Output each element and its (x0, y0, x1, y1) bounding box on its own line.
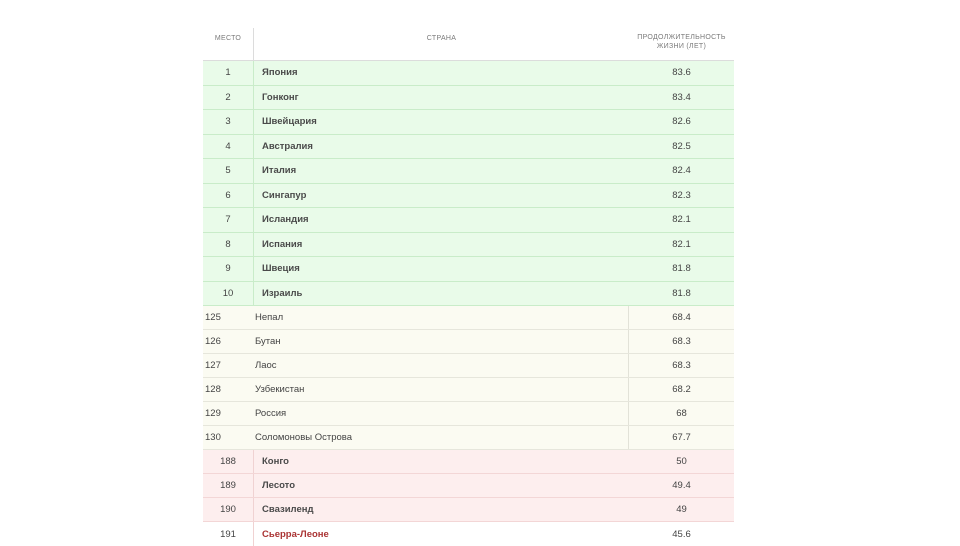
middle-countries-section (203, 306, 734, 450)
rank-cell: 190 (203, 498, 254, 521)
header-life-expectancy: ПРОДОЛЖИТЕЛЬНОСТЬ ЖИЗНИ (ЛЕТ) (637, 34, 726, 50)
rank-cell: 125 (205, 312, 221, 323)
table-row (203, 208, 734, 233)
life-cell: 49 (676, 504, 687, 515)
country-cell: Сингапур (262, 189, 307, 201)
life-cell: 45.6 (672, 528, 691, 540)
rank-cell: 3 (203, 110, 254, 134)
life-expectancy-table (203, 28, 734, 546)
table-row (203, 159, 734, 184)
country-cell: Конго (262, 456, 289, 467)
country-cell: Непал (255, 312, 284, 323)
top-countries-section (203, 61, 734, 306)
table-row (203, 330, 734, 354)
life-cell: 50 (676, 456, 687, 467)
country-cell: Исландия (262, 214, 309, 226)
rank-cell: 1 (203, 61, 254, 85)
table-row (203, 498, 734, 522)
country-cell: Испания (262, 238, 303, 250)
country-cell: Сьерра-Леоне (262, 528, 329, 540)
life-cell: 82.5 (672, 140, 691, 152)
country-cell: Швейцария (262, 116, 317, 128)
table-row (203, 426, 734, 450)
table-row (203, 184, 734, 209)
country-cell: Лаос (255, 360, 277, 371)
country-cell: Бутан (255, 336, 281, 347)
country-cell: Япония (262, 67, 298, 79)
rank-cell: 4 (203, 135, 254, 159)
rank-cell: 126 (205, 336, 221, 347)
rank-cell: 6 (203, 184, 254, 208)
table-row (203, 402, 734, 426)
rank-cell: 130 (205, 432, 221, 443)
table-row (203, 135, 734, 160)
life-cell: 68.3 (628, 330, 734, 353)
table-row (203, 233, 734, 258)
country-cell: Соломоновы Острова (255, 432, 353, 443)
country-cell: Израиль (262, 287, 303, 299)
rank-cell: 128 (205, 384, 221, 395)
table-row (203, 61, 734, 86)
life-cell: 68.4 (628, 306, 734, 329)
table-row (203, 450, 734, 474)
life-cell: 82.3 (672, 189, 691, 201)
table-header (203, 28, 734, 61)
life-cell: 81.8 (672, 287, 691, 299)
table-row (203, 282, 734, 307)
life-cell: 81.8 (672, 263, 691, 275)
life-cell: 82.6 (672, 116, 691, 128)
rank-cell: 189 (203, 474, 254, 497)
country-cell: Италия (262, 165, 297, 177)
country-cell: Гонконг (262, 91, 299, 103)
rank-cell: 191 (203, 522, 254, 546)
rank-cell: 129 (205, 408, 221, 419)
country-cell: Свазиленд (262, 504, 314, 515)
rank-cell: 127 (205, 360, 221, 371)
table-row (203, 474, 734, 498)
country-cell: Россия (255, 408, 287, 419)
life-cell: 82.1 (672, 238, 691, 250)
life-cell: 83.4 (672, 91, 691, 103)
rank-cell: 9 (203, 257, 254, 281)
country-cell: Узбекистан (255, 384, 305, 395)
table-row (203, 110, 734, 135)
header-country: СТРАНА (426, 35, 457, 42)
life-cell: 83.6 (672, 67, 691, 79)
life-cell: 68.2 (628, 378, 734, 401)
life-cell: 82.1 (672, 214, 691, 226)
table-row (203, 86, 734, 111)
rank-cell: 2 (203, 86, 254, 110)
country-cell: Австралия (262, 140, 313, 152)
table-row (203, 354, 734, 378)
country-cell: Швеция (262, 263, 300, 275)
rank-cell: 5 (203, 159, 254, 183)
rank-cell: 10 (203, 282, 254, 306)
rank-cell: 8 (203, 233, 254, 257)
rank-cell: 7 (203, 208, 254, 232)
life-cell: 68 (628, 402, 734, 425)
table-row (203, 306, 734, 330)
table-row (203, 522, 734, 546)
table-row (203, 378, 734, 402)
bottom-countries-section (203, 450, 734, 546)
table-row (203, 257, 734, 282)
life-cell: 82.4 (672, 165, 691, 177)
life-cell: 49.4 (672, 480, 691, 491)
header-rank: МЕСТО (203, 28, 254, 60)
country-cell: Лесото (262, 480, 296, 491)
rank-cell: 188 (203, 450, 254, 473)
life-cell: 68.3 (628, 354, 734, 377)
life-cell: 67.7 (628, 426, 734, 449)
